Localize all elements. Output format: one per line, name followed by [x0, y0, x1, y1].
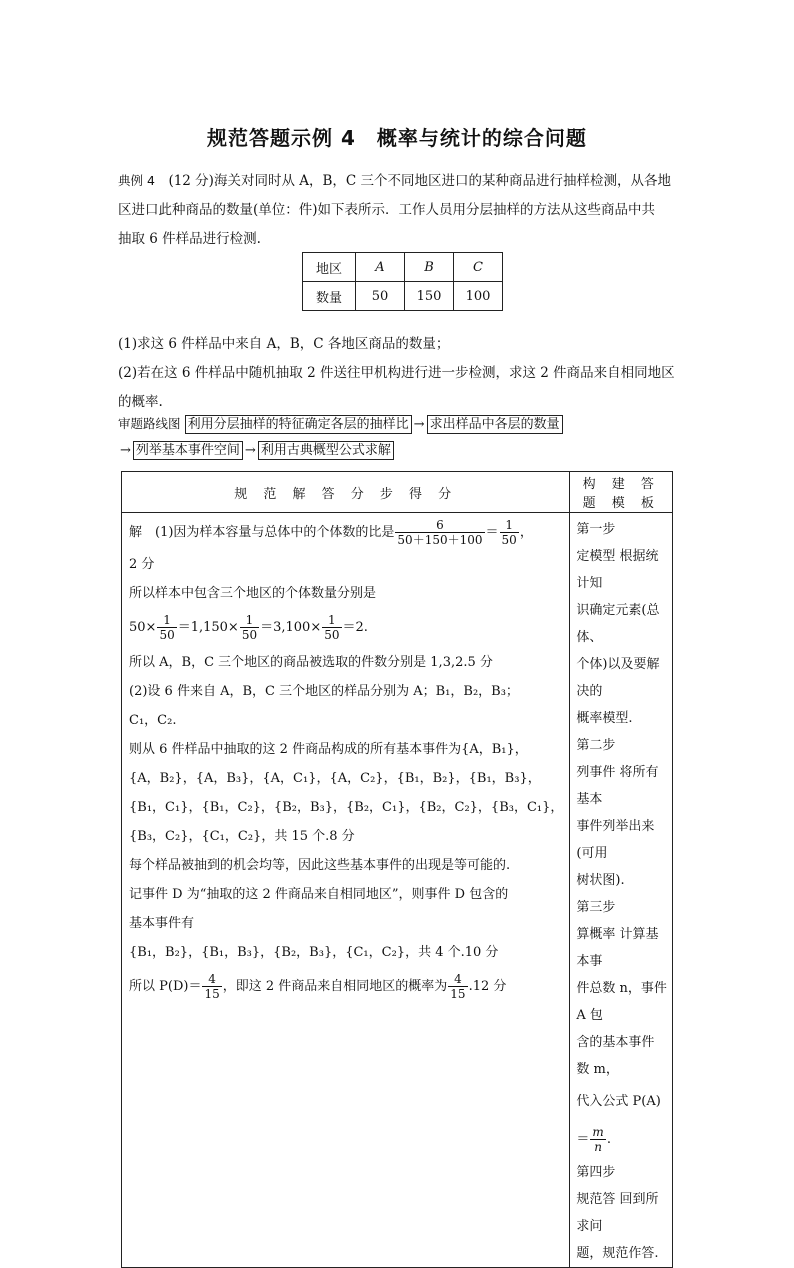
fraction-numerator: 4 [448, 972, 467, 987]
step-title: 第一步 [576, 522, 616, 537]
fraction-denominator: 50 [241, 628, 258, 642]
fraction-numerator: 4 [202, 972, 221, 987]
step-title: 第三步 [576, 900, 616, 915]
example-text-3: 抽取 6 件样品进行检测. [118, 231, 261, 247]
solution-text: 所以 P(D)＝ [129, 979, 202, 994]
table-cell: 150 [405, 282, 454, 311]
solution-header: 规 范 解 答 分 步 得 分 [122, 472, 570, 513]
example-label: 典例 4 [118, 173, 155, 188]
example-points: (12 分) [168, 173, 214, 189]
table-header-cell: 地区 [303, 253, 356, 282]
example-text-1: 海关对同时从 A，B，C 三个不同地区进口的某种商品进行抽样检测，从各地 [213, 173, 672, 189]
fraction-numerator: 1 [157, 613, 176, 628]
fraction-numerator: 6 [395, 518, 484, 533]
table-header-cell: A [356, 253, 405, 282]
step-text-part: . [606, 1132, 611, 1147]
solution-line [129, 608, 563, 648]
solution-line [129, 967, 563, 1007]
solution-body [122, 513, 570, 1268]
fraction-numerator: m [592, 1125, 604, 1139]
solution-text: ，即这 2 件商品来自相同地区的概率为 [222, 979, 448, 994]
solution-text: .12 分 [468, 979, 507, 994]
solution-line: 则从 6 件样品中抽取的这 2 件商品构成的所有基本事件为{A，B₁}， [129, 742, 528, 757]
solution-line: 2 分 [129, 557, 155, 572]
table-cell: 50 [356, 282, 405, 311]
step-text: 题，规范作答. [576, 1246, 659, 1261]
fraction [322, 613, 341, 642]
arrow-icon: → [413, 417, 425, 432]
template-body [570, 513, 673, 1268]
route-map [118, 411, 563, 464]
solution-text: 50× [129, 620, 157, 635]
step-title: 第二步 [576, 738, 616, 753]
fraction [395, 518, 484, 547]
question-2-line-1: (2)若在这 6 件样品中随机抽取 2 件送往甲机构进行进一步检测，求这 2 件商品来自相同地区 [118, 365, 675, 381]
solution-text: ＝3,100× [260, 620, 322, 635]
solution-line: 所以样本中包含三个地区的个体数量分别是 [129, 586, 377, 601]
route-step-1: 利用分层抽样的特征确定各层的抽样比 [185, 415, 412, 434]
step-text: 事件列举出来(可用 [576, 819, 655, 861]
solution-line: 基本事件有 [129, 916, 195, 931]
fraction [202, 972, 221, 1001]
step-text: 列事件 将所有基本 [576, 765, 659, 807]
solution-text: ＝2. [342, 620, 368, 635]
step-text: 含的基本事件数 m， [576, 1035, 655, 1077]
step-text: 概率模型. [576, 711, 633, 726]
fraction-denominator: 50＋150＋100 [397, 533, 483, 547]
step-text: 定模型 根据统计知 [576, 549, 659, 591]
fraction-denominator: 50 [324, 628, 340, 642]
fraction-denominator: 50 [159, 628, 175, 642]
question-1: (1)求这 6 件样品中来自 A，B，C 各地区商品的数量； [118, 336, 450, 352]
route-step-2: 求出样品中各层的数量 [427, 415, 563, 434]
arrow-icon: → [120, 443, 131, 458]
solution-text: ， [519, 525, 533, 540]
fraction-denominator: 50 [501, 533, 517, 547]
solution-line: C₁，C₂. [129, 713, 177, 728]
route-step-3: 列举基本事件空间 [133, 441, 243, 460]
solution-line: (2)设 6 件来自 A，B，C 三个地区的样品分别为 A；B₁，B₂，B₃； [129, 684, 519, 699]
fraction-numerator: 1 [240, 613, 259, 628]
table-row [303, 282, 503, 311]
template-header: 构 建 答 题 模 板 [570, 472, 673, 513]
page-title: 规范答题示例 4 概率与统计的综合问题 [207, 126, 587, 150]
step-text: 树状图). [576, 873, 625, 888]
question-2-line-2: 的概率. [118, 394, 163, 410]
arrow-icon: → [244, 443, 256, 458]
solution-line: {B₃，C₂}，{C₁，C₂}，共 15 个.8 分 [129, 829, 355, 844]
fraction [240, 613, 259, 642]
step-text: 件总数 n，事件 A 包 [576, 981, 667, 1023]
step-text-part: 代入公式 P(A)＝ [576, 1094, 661, 1147]
solution-text: ＝1,150× [177, 620, 239, 635]
example-problem [118, 166, 684, 254]
fraction [157, 613, 176, 642]
table-header-cell: C [454, 253, 503, 282]
table-header-row [303, 253, 503, 282]
solution-line: 解 (1)因为样本容量与总体中的个体数的比是 [129, 525, 395, 540]
quantity-table [302, 252, 503, 311]
fraction-denominator: 15 [450, 987, 466, 1001]
solution-line: 记事件 D 为“抽取的这 2 件商品来自相同地区”，则事件 D 包含的 [129, 887, 509, 902]
table-cell: 数量 [303, 282, 356, 311]
questions [118, 330, 684, 417]
step-text: 个体)以及要解决的 [576, 657, 660, 699]
answer-table [121, 471, 673, 1268]
step-title: 第四步 [576, 1165, 616, 1180]
solution-text: ＝ [485, 525, 499, 540]
fraction-numerator: 1 [500, 518, 519, 533]
solution-line: {B₁，C₁}，{B₁，C₂}，{B₂，B₃}，{B₂，C₁}，{B₂，C₂}，{B₃，C₁}， [129, 800, 564, 815]
solution-line: 每个样品被抽到的机会均等，因此这些基本事件的出现是等可能的. [129, 858, 511, 873]
solution-line: 所以 A，B，C 三个地区的商品被选取的件数分别是 1,3,2.5 分 [129, 655, 493, 670]
solution-line: {A，B₂}，{A，B₃}，{A，C₁}，{A，C₂}，{B₁，B₂}，{B₁，B₃}， [129, 771, 541, 786]
route-step-4: 利用古典概型公式求解 [258, 441, 394, 460]
fraction [448, 972, 467, 1001]
solution-line: {B₁，B₂}，{B₁，B₃}，{B₂，B₃}，{C₁，C₂}，共 4 个.10 分 [129, 945, 499, 960]
fraction [500, 518, 519, 547]
table-cell: 100 [454, 282, 503, 311]
step-text: 识确定元素(总体、 [576, 603, 660, 645]
fraction-denominator: n [594, 1140, 602, 1154]
step-text: 规范答 回到所求问 [576, 1192, 659, 1234]
table-header-cell: B [405, 253, 454, 282]
fraction-denominator: 15 [204, 987, 220, 1001]
example-text-2: 区进口此种商品的数量(单位：件)如下表所示．工作人员用分层抽样的方法从这些商品中共 [118, 202, 656, 218]
step-text: 算概率 计算基本事 [576, 927, 659, 969]
route-label: 审题路线图 [118, 416, 181, 431]
fraction [590, 1125, 605, 1154]
step-text [576, 1083, 667, 1159]
fraction-numerator: 1 [322, 613, 341, 628]
